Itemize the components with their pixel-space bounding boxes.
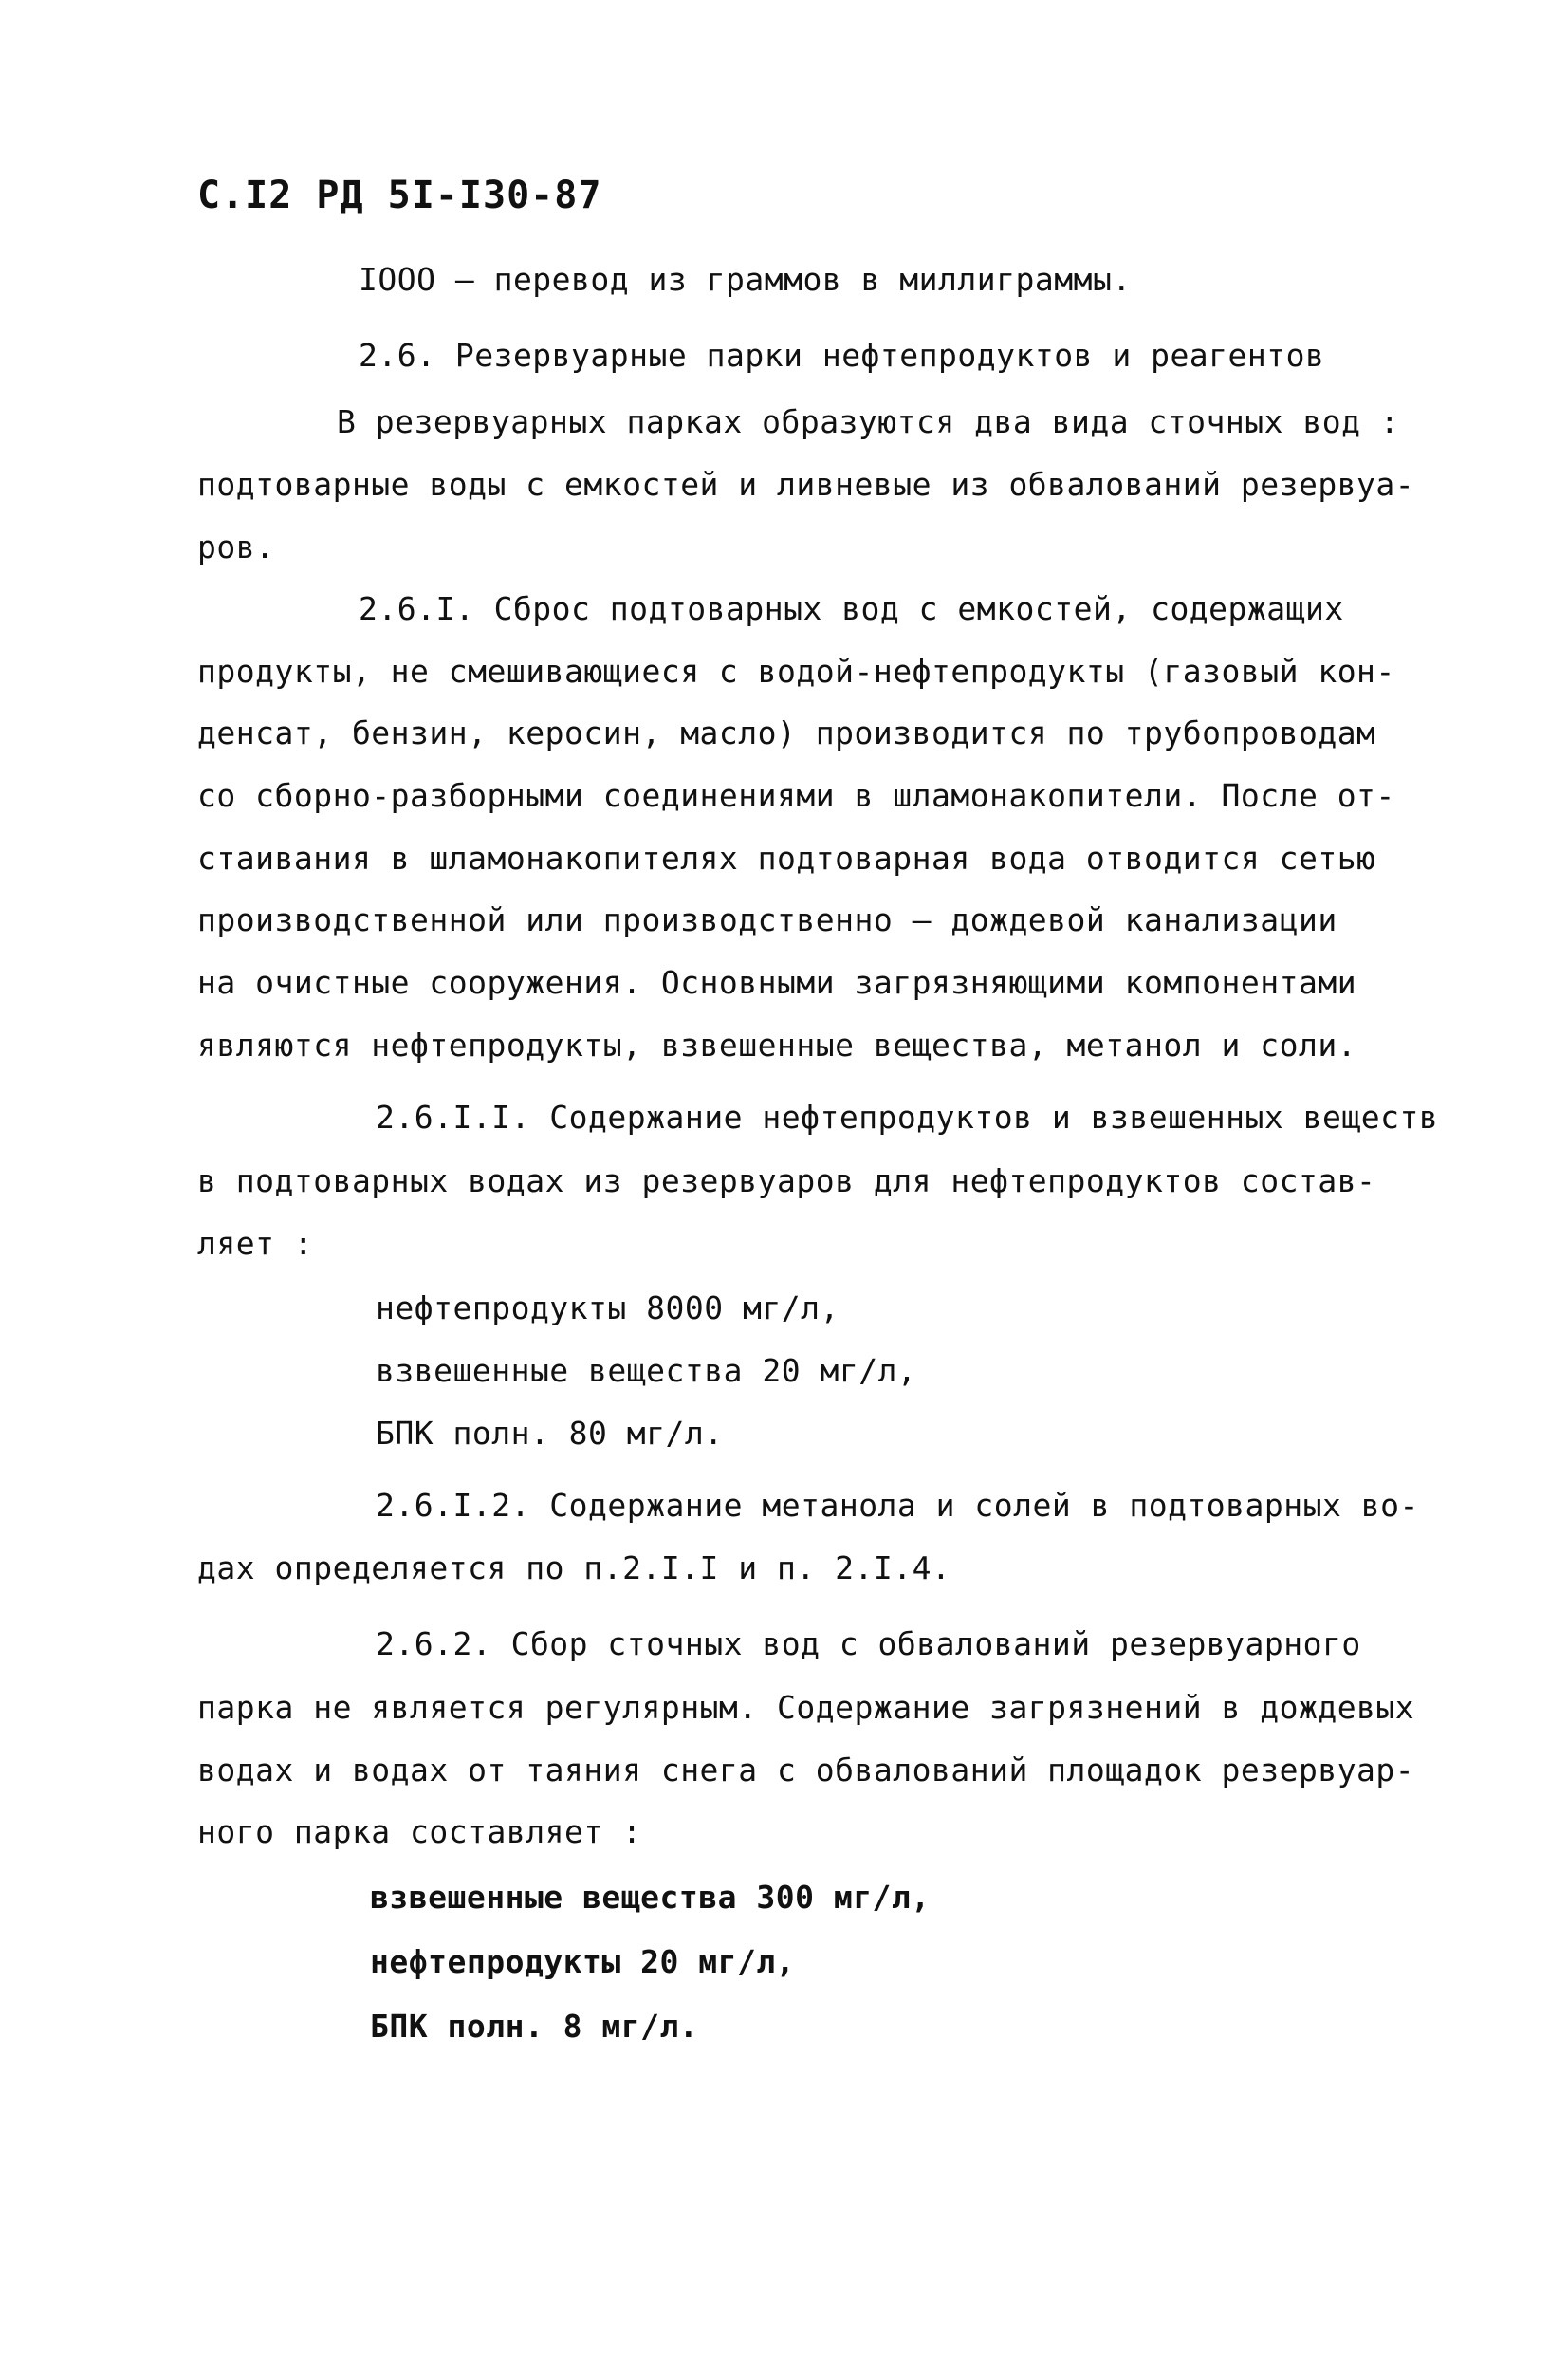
text-line: в подтоварных водах из резервуаров для нефтепродуктов состав- (197, 1162, 1376, 1199)
list-item: нефтепродукты 8000 мг/л, (376, 1289, 839, 1326)
text-line: 2.6.2. Сбор сточных вод с обвалований резервуарного (376, 1625, 1361, 1662)
text-line: 2.6.I.2. Содержание метанола и солей в подтоварных во- (376, 1487, 1419, 1524)
text-line: являются нефтепродукты, взвешенные вещества, метанол и соли. (197, 1027, 1357, 1064)
text-line: стаивания в шламонакопителях подтоварная вода отводится сетью (197, 840, 1376, 877)
list-item: БПК полн. 8 мг/л. (370, 2008, 699, 2045)
section-heading: 2.6. Резервуарные парки нефтепродуктов и реагентов (359, 337, 1325, 374)
text-line: ного парка составляет : (197, 1813, 642, 1850)
text-line: производственной или производственно – дождевой канализации (197, 901, 1337, 938)
text-line: денсат, бензин, керосин, масло) производится по трубопроводам (197, 714, 1376, 751)
text-line: В резервуарных парках образуются два вида сточных вод : (337, 403, 1400, 440)
text-line: водах и водах от таяния снега с обвалований площадок резервуар- (197, 1752, 1415, 1789)
list-item: нефтепродукты 20 мг/л, (370, 1943, 796, 1980)
text-line: продукты, не смешивающиеся с водой-нефтепродукты (газовый кон- (197, 653, 1395, 690)
text-line: ров. (197, 528, 275, 565)
list-item: взвешенные вещества 300 мг/л, (370, 1879, 931, 1916)
text-line: 2.6.I. Сброс подтоварных вод с емкостей, содержащих (359, 590, 1344, 627)
text-line: на очистные сооружения. Основными загрязняющими компонентами (197, 964, 1357, 1001)
text-line: парка не является регулярным. Содержание загрязнений в дождевых (197, 1689, 1415, 1726)
text-line: подтоварные воды с емкостей и ливневые из обвалований резервуа- (197, 466, 1415, 503)
list-item: взвешенные вещества 20 мг/л, (376, 1352, 917, 1389)
text-line: IOOO – перевод из граммов в миллиграммы. (359, 261, 1132, 298)
text-line: со сборно-разборными соединениями в шламонакопители. После от- (197, 777, 1395, 814)
text-line: дах определяется по п.2.I.I и п. 2.I.4. (197, 1549, 951, 1586)
page-header: С.I2 РД 5I-I30-87 (197, 174, 602, 217)
list-item: БПК полн. 80 мг/л. (376, 1415, 724, 1452)
text-line: 2.6.I.I. Содержание нефтепродуктов и взвешенных веществ (376, 1099, 1439, 1136)
text-line: ляет : (197, 1225, 314, 1262)
